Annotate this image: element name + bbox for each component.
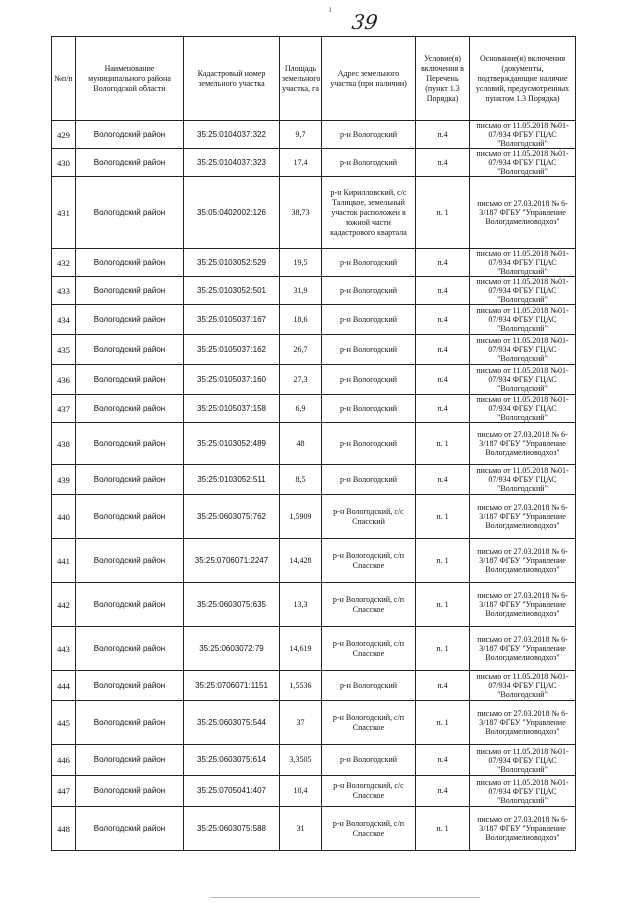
row-basis: письмо от 11.05.2018 №01-07/934 ФГБУ ГЦАС "Вологодский" bbox=[470, 249, 576, 277]
row-number: 430 bbox=[52, 149, 76, 177]
row-cadastral-number: 35:25:0105037:158 bbox=[184, 395, 280, 423]
row-number: 435 bbox=[52, 335, 76, 365]
row-cadastral-number: 35:25:0105037:162 bbox=[184, 335, 280, 365]
row-condition: п. 1 bbox=[416, 583, 470, 627]
row-area: 14,428 bbox=[280, 539, 322, 583]
row-condition: п.4 bbox=[416, 277, 470, 305]
row-basis: письмо от 27.03.2018 № 6-3/187 ФГБУ "Управление Вологдамелиоводхоз" bbox=[470, 539, 576, 583]
table-row bbox=[52, 335, 576, 365]
row-cadastral-number: 35:25:0706071:2247 bbox=[184, 539, 280, 583]
row-area: 1,5909 bbox=[280, 495, 322, 539]
row-area: 27,3 bbox=[280, 365, 322, 395]
row-address: р-н Вологодский, с/п Спасское bbox=[322, 807, 416, 851]
header-district: Наименование муниципального района Вологодской области bbox=[76, 37, 184, 121]
row-basis: письмо от 27.03.2018 № 6-3/187 ФГБУ "Управление Вологдамелиоводхоз" bbox=[470, 423, 576, 465]
row-district: Вологодский район bbox=[76, 776, 184, 807]
table-row bbox=[52, 776, 576, 807]
row-cadastral-number: 35:25:0103052:501 bbox=[184, 277, 280, 305]
table-row bbox=[52, 807, 576, 851]
row-district: Вологодский район bbox=[76, 627, 184, 671]
row-cadastral-number: 35:25:0603075:544 bbox=[184, 701, 280, 745]
row-area: 38,73 bbox=[280, 177, 322, 249]
row-cadastral-number: 35:25:0603075:635 bbox=[184, 583, 280, 627]
row-address: р-н Вологодский bbox=[322, 465, 416, 495]
row-number: 447 bbox=[52, 776, 76, 807]
row-condition: п.4 bbox=[416, 249, 470, 277]
page-mark: ı bbox=[329, 4, 332, 14]
row-area: 19,5 bbox=[280, 249, 322, 277]
row-district: Вологодский район bbox=[76, 149, 184, 177]
row-district: Вологодский район bbox=[76, 277, 184, 305]
row-number: 448 bbox=[52, 807, 76, 851]
row-basis: письмо от 11.05.2018 №01-07/934 ФГБУ ГЦАС "Вологодский" bbox=[470, 395, 576, 423]
row-district: Вологодский район bbox=[76, 305, 184, 335]
row-district: Вологодский район bbox=[76, 335, 184, 365]
row-number: 438 bbox=[52, 423, 76, 465]
row-basis: письмо от 27.03.2018 № 6-3/187 ФГБУ "Управление Вологдамелиоводхоз" bbox=[470, 583, 576, 627]
table-row bbox=[52, 495, 576, 539]
table-row bbox=[52, 465, 576, 495]
row-condition: п. 1 bbox=[416, 807, 470, 851]
row-condition: п.4 bbox=[416, 776, 470, 807]
row-address: р-н Вологодский bbox=[322, 249, 416, 277]
table-row bbox=[52, 701, 576, 745]
row-address: р-н Вологодский bbox=[322, 121, 416, 149]
row-district: Вологодский район bbox=[76, 423, 184, 465]
row-district: Вологодский район bbox=[76, 745, 184, 776]
row-district: Вологодский район bbox=[76, 249, 184, 277]
row-condition: п. 1 bbox=[416, 423, 470, 465]
row-cadastral-number: 35:25:0603072:79 bbox=[184, 627, 280, 671]
row-condition: п.4 bbox=[416, 305, 470, 335]
row-number: 444 bbox=[52, 671, 76, 701]
row-cadastral-number: 35:25:0603075:588 bbox=[184, 807, 280, 851]
row-number: 436 bbox=[52, 365, 76, 395]
table-row bbox=[52, 149, 576, 177]
row-area: 26,7 bbox=[280, 335, 322, 365]
row-district: Вологодский район bbox=[76, 465, 184, 495]
row-area: 37 bbox=[280, 701, 322, 745]
row-number: 443 bbox=[52, 627, 76, 671]
row-basis: письмо от 11.05.2018 №01-07/934 ФГБУ ГЦАС "Вологодский" bbox=[470, 305, 576, 335]
row-district: Вологодский район bbox=[76, 395, 184, 423]
row-district: Вологодский район bbox=[76, 807, 184, 851]
scan-edge-line bbox=[210, 897, 480, 898]
table-row bbox=[52, 305, 576, 335]
row-cadastral-number: 35:25:0104037:323 bbox=[184, 149, 280, 177]
row-number: 440 bbox=[52, 495, 76, 539]
table-row bbox=[52, 277, 576, 305]
row-cadastral-number: 35:05:0402002:126 bbox=[184, 177, 280, 249]
table-row bbox=[52, 539, 576, 583]
table-row bbox=[52, 583, 576, 627]
row-condition: п. 1 bbox=[416, 627, 470, 671]
row-condition: п.4 bbox=[416, 745, 470, 776]
header-number: №п/п bbox=[52, 37, 76, 121]
row-number: 445 bbox=[52, 701, 76, 745]
row-number: 437 bbox=[52, 395, 76, 423]
row-district: Вологодский район bbox=[76, 583, 184, 627]
row-cadastral-number: 35:25:0603075:614 bbox=[184, 745, 280, 776]
row-condition: п.4 bbox=[416, 335, 470, 365]
row-area: 8,5 bbox=[280, 465, 322, 495]
row-basis: письмо от 27.03.2018 № 6-3/187 ФГБУ "Управление Вологдамелиоводхоз" bbox=[470, 701, 576, 745]
row-district: Вологодский район bbox=[76, 539, 184, 583]
row-address: р-н Вологодский bbox=[322, 365, 416, 395]
table-row bbox=[52, 121, 576, 149]
row-district: Вологодский район bbox=[76, 121, 184, 149]
row-address: р-н Вологодский bbox=[322, 305, 416, 335]
row-address: р-н Вологодский, с/п Спасское bbox=[322, 583, 416, 627]
row-condition: п. 1 bbox=[416, 177, 470, 249]
row-cadastral-number: 35:25:0103052:489 bbox=[184, 423, 280, 465]
row-condition: п.4 bbox=[416, 395, 470, 423]
row-area: 3,3505 bbox=[280, 745, 322, 776]
row-basis: письмо от 11.05.2018 №01-07/934 ФГБУ ГЦАС "Вологодский" bbox=[470, 465, 576, 495]
row-number: 434 bbox=[52, 305, 76, 335]
row-condition: п. 1 bbox=[416, 701, 470, 745]
table-row bbox=[52, 423, 576, 465]
row-basis: письмо от 11.05.2018 №01-07/934 ФГБУ ГЦАС "Вологодский" bbox=[470, 745, 576, 776]
row-basis: письмо от 11.05.2018 №01-07/934 ФГБУ ГЦАС "Вологодский" bbox=[470, 335, 576, 365]
row-address: р-н Вологодский, с/с Спасский bbox=[322, 495, 416, 539]
header-address: Адрес земельного участка (при наличии) bbox=[322, 37, 416, 121]
row-area: 17,4 bbox=[280, 149, 322, 177]
row-condition: п.4 bbox=[416, 365, 470, 395]
row-district: Вологодский район bbox=[76, 701, 184, 745]
row-address: р-н Вологодский, с/п Спасское bbox=[322, 627, 416, 671]
row-basis: письмо от 27.03.2018 № 6-3/187 ФГБУ "Управление Вологдамелиоводхоз" bbox=[470, 807, 576, 851]
table-row bbox=[52, 249, 576, 277]
row-district: Вологодский район bbox=[76, 177, 184, 249]
row-number: 446 bbox=[52, 745, 76, 776]
row-area: 13,3 bbox=[280, 583, 322, 627]
row-address: р-н Вологодский bbox=[322, 671, 416, 701]
row-district: Вологодский район bbox=[76, 365, 184, 395]
row-area: 31,9 bbox=[280, 277, 322, 305]
row-address: р-н Вологодский bbox=[322, 335, 416, 365]
row-cadastral-number: 35:25:0104037:322 bbox=[184, 121, 280, 149]
row-number: 433 bbox=[52, 277, 76, 305]
row-condition: п.4 bbox=[416, 121, 470, 149]
row-area: 14,619 bbox=[280, 627, 322, 671]
page-number: 39 bbox=[350, 10, 380, 34]
table-row bbox=[52, 671, 576, 701]
row-address: р-н Вологодский bbox=[322, 277, 416, 305]
row-condition: п.4 bbox=[416, 671, 470, 701]
row-cadastral-number: 35:25:0603075:762 bbox=[184, 495, 280, 539]
row-cadastral-number: 35:25:0103052:511 bbox=[184, 465, 280, 495]
row-condition: п.4 bbox=[416, 465, 470, 495]
row-basis: письмо от 11.05.2018 №01-07/934 ФГБУ ГЦАС "Вологодский" bbox=[470, 776, 576, 807]
row-district: Вологодский район bbox=[76, 671, 184, 701]
table-row bbox=[52, 627, 576, 671]
land-plots-table bbox=[51, 36, 576, 851]
header-area: Площадь земельного участка, га bbox=[280, 37, 322, 121]
row-area: 31 bbox=[280, 807, 322, 851]
row-number: 431 bbox=[52, 177, 76, 249]
row-address: р-н Вологодский bbox=[322, 395, 416, 423]
row-basis: письмо от 11.05.2018 №01-07/934 ФГБУ ГЦАС "Вологодский" bbox=[470, 365, 576, 395]
table-header-row bbox=[52, 37, 576, 121]
row-condition: п. 1 bbox=[416, 539, 470, 583]
row-basis: письмо от 11.05.2018 №01-07/934 ФГБУ ГЦАС "Вологодский" bbox=[470, 121, 576, 149]
row-area: 10,4 bbox=[280, 776, 322, 807]
row-cadastral-number: 35:25:0105037:167 bbox=[184, 305, 280, 335]
row-basis: письмо от 11.05.2018 №01-07/934 ФГБУ ГЦАС "Вологодский" bbox=[470, 149, 576, 177]
row-cadastral-number: 35:25:0103052:529 bbox=[184, 249, 280, 277]
row-cadastral-number: 35:25:0105037:160 bbox=[184, 365, 280, 395]
table-row bbox=[52, 177, 576, 249]
row-area: 1,5536 bbox=[280, 671, 322, 701]
row-address: р-н Вологодский, с/с Спасское bbox=[322, 776, 416, 807]
row-number: 432 bbox=[52, 249, 76, 277]
row-address: р-н Вологодский bbox=[322, 745, 416, 776]
table-row bbox=[52, 745, 576, 776]
row-cadastral-number: 35:25:0705041:407 bbox=[184, 776, 280, 807]
row-area: 6,9 bbox=[280, 395, 322, 423]
row-address: р-н Вологодский, с/п Спасское bbox=[322, 539, 416, 583]
row-address: р-н Вологодский bbox=[322, 149, 416, 177]
row-basis: письмо от 27.03.2018 № 6-3/187 ФГБУ "Управление Вологдамелиоводхоз" bbox=[470, 495, 576, 539]
row-basis: письмо от 27.03.2018 № 6-3/187 ФГБУ "Управление Вологдамелиоводхоз" bbox=[470, 177, 576, 249]
row-number: 439 bbox=[52, 465, 76, 495]
row-number: 441 bbox=[52, 539, 76, 583]
row-area: 18,6 bbox=[280, 305, 322, 335]
row-basis: письмо от 27.03.2018 № 6-3/187 ФГБУ "Управление Вологдамелиоводхоз" bbox=[470, 627, 576, 671]
row-address: р-н Вологодский, с/п Спасское bbox=[322, 701, 416, 745]
table-row bbox=[52, 395, 576, 423]
row-cadastral-number: 35:25:0706071:1151 bbox=[184, 671, 280, 701]
row-condition: п.4 bbox=[416, 149, 470, 177]
row-district: Вологодский район bbox=[76, 495, 184, 539]
header-basis: Основание(я) включения (документы, подтверждающие наличие условий, предусмотренных пунктом 1.3 Порядка) bbox=[470, 37, 576, 121]
row-basis: письмо от 11.05.2018 №01-07/934 ФГБУ ГЦАС "Вологодский" bbox=[470, 671, 576, 701]
header-cadastral-number: Кадастровый номер земельного участка bbox=[184, 37, 280, 121]
row-area: 9,7 bbox=[280, 121, 322, 149]
row-basis: письмо от 11.05.2018 №01-07/934 ФГБУ ГЦАС "Вологодский" bbox=[470, 277, 576, 305]
row-number: 429 bbox=[52, 121, 76, 149]
row-area: 48 bbox=[280, 423, 322, 465]
row-condition: п. 1 bbox=[416, 495, 470, 539]
header-condition: Условие(я) включения в Перечень (пункт 1.3 Порядка) bbox=[416, 37, 470, 121]
row-address: р-н Кирилловский, с/с Талицкое, земельный участок расположен в южной части кадастрового квартала bbox=[322, 177, 416, 249]
row-address: р-н Вологодский bbox=[322, 423, 416, 465]
row-number: 442 bbox=[52, 583, 76, 627]
table-row bbox=[52, 365, 576, 395]
